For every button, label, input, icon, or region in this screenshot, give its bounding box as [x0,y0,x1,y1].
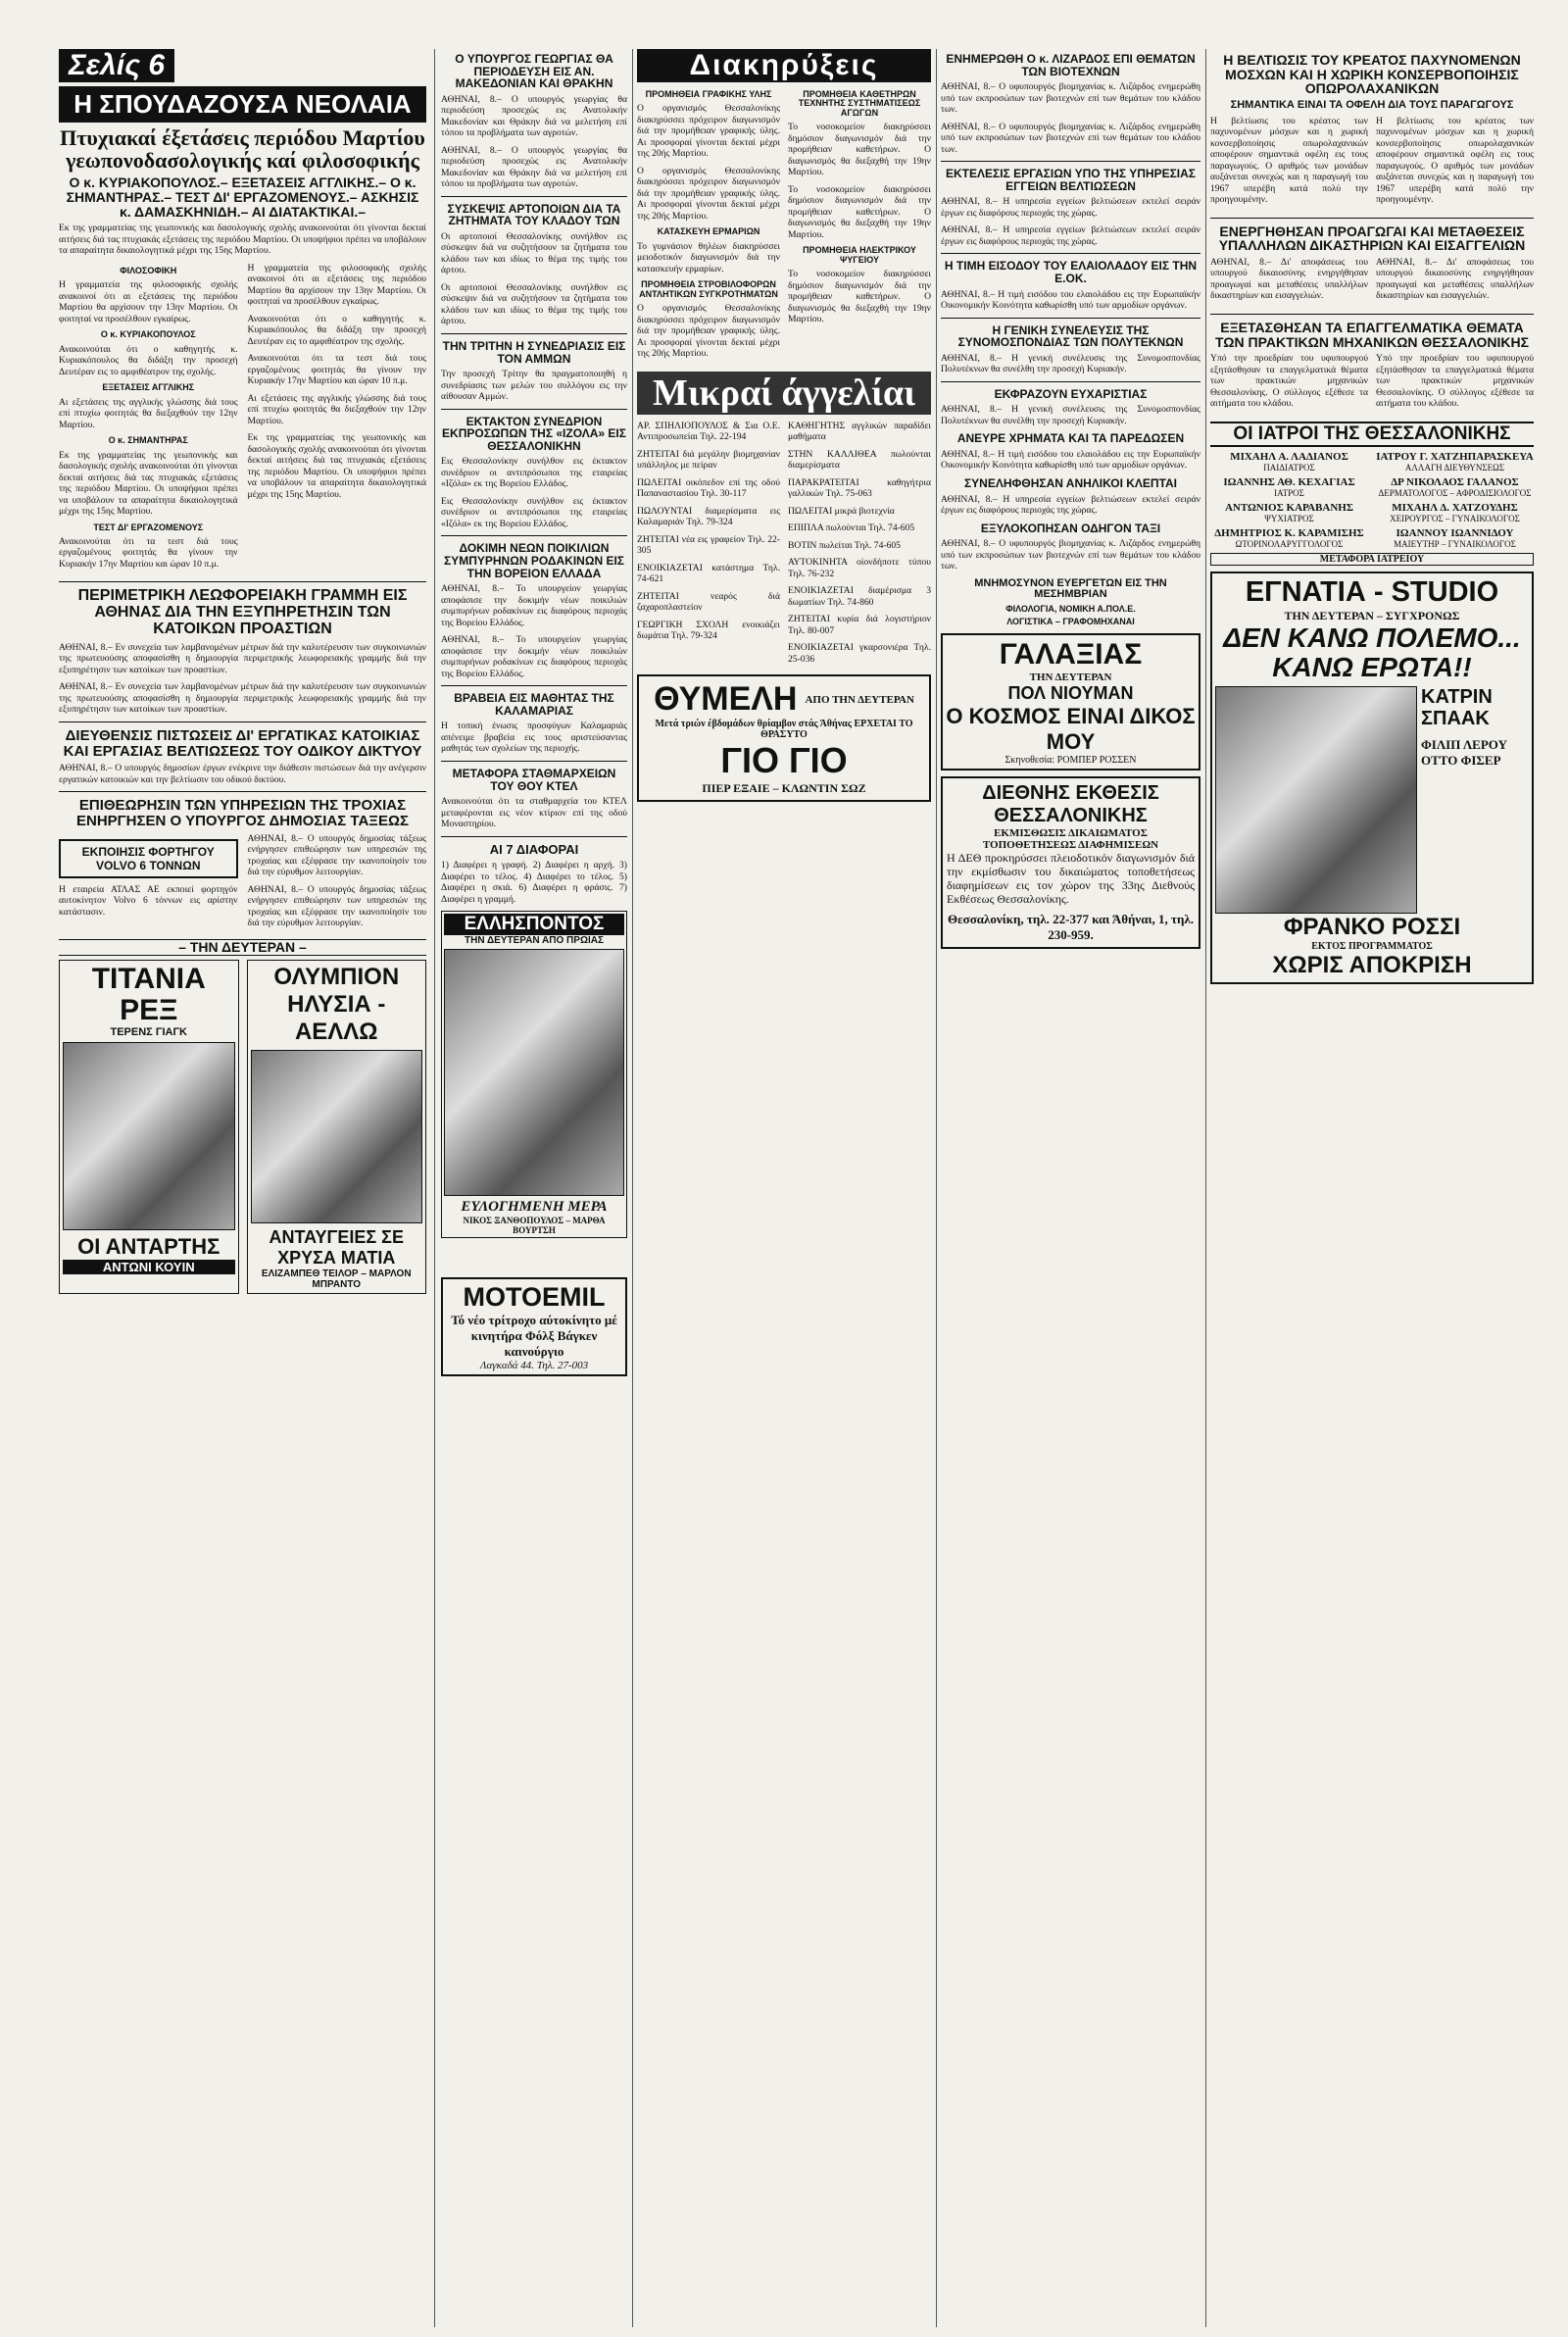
thanks-body: ΑΘΗΝΑΙ, 8.– Η γενική συνέλευσις της Συνομοσπονδίας Πολυτέκνων θα συνέλθη την προσεχή Κυριακήν. [941,404,1200,426]
classified-ad: ΕΝΟΙΚΙΑΖΕΤΑΙ κατάστημα Τηλ. 74-621 [637,562,780,585]
doctor-listing [1376,451,1534,472]
diak4-body: Ο οργανισμός Θεσσαλονίκης διακηρύσσει πρόχειρον διαγωνισμόν διά την προμήθειαν γραφικής ύλης. Αι προσφοραί γίνονται δεκταί μέχρι της 20ής Μαρτίου. [637,303,780,360]
page-label: Σελίς 6 [59,49,174,82]
bakers-body-cont: Οι αρτοποιοί Θεσσαλονίκης συνήλθον εις σύσκεψιν διά να συζητήσουν τα ζητήματα του κλάδου των και ιδίως το θέμα της τιμής του άρτου. [441,281,627,327]
cinema2-photo [251,1050,423,1223]
doctor-listing [1376,527,1534,549]
metro-body-cont: ΑΘΗΝΑΙ, 8.– Εν συνεχεία των λαμβανομένων μέτρων διά την καλυτέρευσιν των συγκοινωνιών της πρωτευούσης αποφασίσθη η δημιουργία περιμετρικής λεωφορειακής γραμμής διά την εξυπηρέτησιν των κατοίκων των προαστίων. [59,681,426,716]
classified-ad: ΚΑΘΗΓΗΤΗΣ αγγλικών παραδίδει μαθήματα [788,420,931,443]
diak2-body: Το νοσοκομείον διακηρύσσει δημόσιον διαγωνισμόν διά την προμήθειαν καθετήρων. Ο διαγωνισμός θα διεξαχθή την 19ην Μαρτίου. [788,122,931,178]
thanks-headline: ΕΚΦΡΑΖΟΥΝ ΕΥΧΑΡΙΣΤΙΑΣ [994,386,1148,401]
ktel-headline: ΜΕΤΑΦΟΡΑ ΣΤΑΘΜΑΡΧΕΙΩΝ ΤΟΥ ΘΟΥ ΚΤΕΛ [452,766,616,793]
cinema2-ad [247,960,427,1294]
doctor-specialty: ΔΕΡΜΑΤΟΛΟΓΟΣ – ΑΦΡΟΔΙΣΙΟΛΟΓΟΣ [1378,487,1532,498]
test-heading: ΤΕΣΤ ΔΙ' ΕΡΓΑΖΟΜΕΝΟΥΣ [93,522,204,532]
doctors-grid [1210,451,1534,549]
judges-body: ΑΘΗΝΑΙ, 8.– Δι' αποφάσεως του υπουργού δικαιοσύνης ενηργήθησαν προαγωγαί και μεταθέσεις υπαλλήλων δικαστηρίων και εισαγγελιών. [1210,256,1368,302]
galaxias-sub: ΤΗΝ ΔΕΥΤΕΡΑΝ [1029,671,1112,683]
sim-heading: Ο κ. ΣΗΜΑΝΤΗΡΑΣ [108,435,188,446]
motoemil-name: ΜΟΤΟΕΜΙL [463,1282,606,1313]
driver-body: ΑΘΗΝΑΙ, 8.– Ο υφυπουργός βιομηχανίας κ. Λιζάρδος ενημερώθη υπό των εκπροσώπων των βιοτεχνών επί των θεμάτων του κλάδου των. [941,538,1200,572]
egnatia-star2: ΦΙΛΙΠ ΛΕΡΟΥ [1421,736,1507,752]
kyr-body: Ανακοινούται ότι ο καθηγητής κ. Κυριακόπουλος θα διδάξη την προσεχή Δευτέραν εις το αμφιθέατρον της σχολής. [59,343,238,377]
diak5-body: Το νοσοκομείον διακηρύσσει δημόσιον διαγωνισμόν διά την προμήθειαν καθετήρων. Ο διαγωνισμός θα διεξαχθή την 19ην Μαρτίου. [788,269,931,325]
test-body-cont: Ανακοινούται ότι τα τεστ διά τους εργαζομένους φοιτητάς θα γίνουν την Κυριακήν 17ην Μαρτίου και ώραν 10 π.μ. [247,353,426,387]
meat-headline: Η ΒΕΛΤΙΩΣΙΣ ΤΟΥ ΚΡΕΑΤΟΣ ΠΑΧΥΝΟΜΕΝΩΝ ΜΟΣΧΩΝ ΚΑΙ Η ΧΩΡΙΚΗ ΚΟΝΣΕΡΒΟΠΟΙΗΣΙΣ ΟΠΩΡΟΛΑΧΑΝΙΚΩΝ [1223,52,1521,97]
section-banner-student: Η ΣΠΟΥΔΑΖΟΥΣΑ ΝΕΟΛΑΙΑ [59,86,426,123]
diak5-head: ΠΡΟΜΗΘΕΙΑ ΗΛΕΚΤΡΙΚΟΥ ΨΥΓΕΙΟΥ [803,245,916,265]
cinema1-photo [63,1042,235,1230]
awards-headline: ΒΡΑΒΕΙΑ ΕΙΣ ΜΑΘΗΤΑΣ ΤΗΣ ΚΑΛΑΜΑΡΙΑΣ [454,691,614,718]
eng-body-cont: Αι εξετάσεις της αγγλικής γλώσσης διά τους επί πτυχίω φοιτητάς θα διεξαχθούν την 12ην Μαρτίου. [247,392,426,426]
ammon-headline: ΤΗΝ ΤΡΙΤΗΝ Η ΣΥΝΕΔΡΙΑΣΙΣ ΕΙΣ ΤΟΝ ΑΜΜΩΝ [442,338,626,366]
georgia-headline: Ο ΥΠΟΥΡΓΟΣ ΓΕΩΡΓΙΑΣ ΘΑ ΠΕΡΙΟΔΕΥΣΗ ΕΙΣ ΑΝ. ΜΑΚΕΔΟΝΙΑΝ ΚΑΙ ΘΡΑΚΗΝ [455,52,613,91]
classified-ad: ΕΝΟΙΚΙΑΖΕΤΑΙ γκαρσονιέρα Τηλ. 25-036 [788,642,931,665]
olive-body: ΑΘΗΝΑΙ, 8.– Η τιμή εισόδου του ελαιολάδου εις την Ευρωπαϊκήν Οικονομικήν Κοινότητα καθωρίσθη υπό των αρμοδίων οργάνων. [941,288,1200,312]
rail-body: ΑΘΗΝΑΙ, 8.– Ο υπουργός δημοσίας τάξεως ενήργησεν επιθεώρησιν των υπηρεσιών της τροχαίας και εξέφρασε την ικανοποίησίν του διά την εύρυθμον λειτουργίαν. [247,832,426,878]
student-subheads: Ο κ. ΚΥΡΙΑΚΟΠΟΥΛΟΣ.– ΕΞΕΤΑΣΕΙΣ ΑΓΓΛΙΚΗΣ.– Ο κ. ΣΗΜΑΝΤΗΡΑΣ.– ΤΕΣΤ ΔΙ' ΕΡΓΑΖΟΜΕΝΟΥΣ.– ΑΣΚΗΣΙΣ κ. ΔΑΜΑΣΚΗΝΙΔΗ.– ΑΙ ΔΙΑΤΑΚΤΙΚΑΙ.– [66,174,419,220]
awards-body: Η τοπική ένωσις προσφύγων Καλαμαριάς απένειμε βραβεία εις τους αριστεύσαντας μαθητάς των σχολείων της περιοχής. [441,721,627,755]
test-body: Ανακοινούται ότι τα τεστ διά τους εργαζομένους φοιτητάς θα γίνουν την Κυριακήν 17ην Μαρτίου και ώραν 10 π.μ. [59,535,238,570]
doctor-listing [1376,502,1534,523]
works-body: ΑΘΗΝΑΙ, 8.– Η υπηρεσία εγγείων βελτιώσεων εκτελεί σειράν έργων εις διαφόρους περιοχάς της χώρας. [941,196,1200,219]
money-body: ΑΘΗΝΑΙ, 8.– Η τιμή εισόδου του ελαιολάδου εις την Ευρωπαϊκήν Οικονομικήν Κοινότητα καθωρίσθη υπό των αρμοδίων οργάνων. [941,448,1200,472]
classified-ad: ΒΟΤΙΝ πωλείται Τηλ. 74-605 [788,539,901,551]
column-1 [59,49,426,1294]
galaxias-ad [941,633,1200,771]
volvo-box: ΕΚΠΟΙΗΣΙΣ ΦΟΡΤΗΓΟΥ VOLVO 6 ΤΟΝΝΩΝ [59,839,238,878]
classified-ad: ΠΩΛΕΙΤΑΙ μικρά βιοτεχνία [788,505,895,517]
doctor-listing [1210,451,1368,472]
galaxias-dir: Σκηνοθεσία: ΡΟΜΠΕΡ ΡΟΣΣΕΝ [1004,754,1137,766]
meat-subhead: ΣΗΜΑΝΤΙΚΑ ΕΙΝΑΙ ΤΑ ΟΦΕΛΗ ΔΙΑ ΤΟΥΣ ΠΑΡΑΓΩΓΟΥΣ [1230,99,1514,112]
mikrai-banner: Μικραί άγγελίαι [637,372,931,415]
diak2-body-cont: Το νοσοκομείον διακηρύσσει δημόσιον διαγωνισμόν διά την προμήθειαν καθετήρων. Ο διαγωνισμός θα διεξαχθή την 19ην Μαρτίου. [788,183,931,240]
phil-body-cont: Η γραμματεία της φιλοσοφικής σχολής ανακοινοί ότι αι εξετάσεις της περιόδου Μαρτίου θα αρχίσουν την 13ην Μαρτίου. Οι φοιτηταί να προσέλθουν εγκαίρως. [247,262,426,308]
egnatia-sub: ΤΗΝ ΔΕΥΤΕΡΑΝ – ΣΥΓΧΡΟΝΩΣ [1284,608,1460,622]
doctor-specialty: ΨΥΧΙΑΤΡΟΣ [1264,513,1314,523]
egnatia-extra: ΕΚΤΟΣ ΠΡΟΓΡΑΜΜΑΤΟΣ [1311,940,1433,952]
student-body-cont: Εκ της γραμματείας της γεωπονικής και δασολογικής σχολής ανακοινούται ότι γίνονται δεκταί αιτήσεις διά τας πτυχιακάς εξετάσεις της περιόδου Μαρτίου. Οι υποψήφιοι πρέπει να υποβάλουν τα απαραίτητα δικαιολογητικά μέχρι της 15ης Μαρτίου. [247,432,426,500]
kyr-body-cont: Ανακοινούται ότι ο καθηγητής κ. Κυριακόπουλος θα διδάξη την προσεχή Δευτέραν εις το αμφιθέατρον της σχολής. [247,313,426,347]
ellispontos-ad [441,911,627,1238]
ellispontos-photo [444,949,624,1196]
thymeli-name: ΘΥΜΕΛΗ [654,680,798,719]
cinema1-cast: ΑΝΤΩΝΙ ΚΟΥΙΝ [63,1260,235,1274]
meat-body: Η βελτίωσις του κρέατος των παχυνομένων μόσχων και η χωρική κονσερβοποίησις οπωρολαχανικών αποφέρουν σημαντικά οφέλη εις τους παραγωγούς. Ο αριθμός των μονάδων αυξάνεται συνεχώς και η παραγωγή του 1967 υπερέβη κατά πολύ την προηγουμένην. [1210,115,1368,206]
egnatia-bottom: ΦΡΑΝΚΟ ΡΟΣΣΙ [1283,913,1461,940]
egnatia-photo [1215,686,1417,914]
egnatia-noage: ΧΩΡΙΣ ΑΠΟΚΡΙΣΗ [1272,951,1472,978]
diak2-head: ΠΡΟΜΗΘΕΙΑ ΚΑΘΕΤΗΡΩΝ ΤΕΧΝΗΤΗΣ ΣΥΣΤΗΜΑΤΙΣΕΩΣ ΑΓΩΓΩΝ [798,89,921,118]
egnatia-name: ΕΓΝΑΤΙΑ - STUDIO [1245,575,1499,608]
doctor-name: ΜΙΧΑΗΛ Δ. ΧΑΤΖΟΥΔΗΣ [1392,501,1518,514]
egnatia-star3: ΟΤΤΟ ΦΙΣΕΡ [1421,752,1501,768]
izola-headline: ΕΚΤΑΚΤΟΝ ΣΥΝΕΔΡΙΟΝ ΕΚΠΡΟΣΩΠΩΝ ΤΗΣ «ΙΖΟΛΑ» ΕΙΣ ΘΕΣΣΑΛΟΝΙΚΗΝ [442,414,626,453]
classifieds-list [637,421,931,666]
cinema1-name: ΤΙΤΑΝΙΑ ΡΕΞ [91,962,206,1026]
diafora-body: 1) Διαφέρει η γραφή. 2) Διαφέρει η αρχή. 3) Διαφέρει το τέλος. 4) Διαφέρει το τέλος. 5) Διαφέρει η σκιά. 6) Διαφέρει η φράσις. 7) Διαφέρει η γραμμή. [441,860,627,905]
lizardos-body-cont: ΑΘΗΝΑΙ, 8.– Ο υφυπουργός βιομηχανίας κ. Λιζάρδος ενημερώθη υπό των εκπροσώπων των βιοτεχνών επί των θεμάτων του κλάδου των. [941,121,1200,155]
expo-body: Η ΔΕΘ προκηρύσσει πλειοδοτικόν διαγωνισμόν διά την εκμίσθωσιν του δικαιώματος τοποθετήσεως διαφημίσεων εις τον χώρον της 33ης Διεθνούς Εκθέσεως Θεσσαλονίκης. [947,850,1195,906]
galaxias-film: Ο ΚΟΣΜΟΣ ΕΙΝΑΙ ΔΙΚΟΣ ΜΟΥ [946,703,1196,754]
logistika-line: ΛΟΓΙΣΤΙΚΑ – ΓΡΑΦΟΜΗΧΑΝΑΙ [1006,617,1135,627]
motoemil-text: Τό νέο τρίτροχο αύτοκίνητο μέ κινητήρα Φόλξ Βάγκεν καινούργιο [451,1313,617,1360]
diak3-head: ΚΑΤΑΣΚΕΥΗ ΕΡΜΑΡΙΩΝ [657,226,760,237]
meat-body-cont: Η βελτίωσις του κρέατος των παχυνομένων μόσχων και η χωρική κονσερβοποίησις οπωρολαχανικών αποφέρουν σημαντικά οφέλη εις τους παραγωγούς. Ο αριθμός των μονάδων αυξάνεται συνεχώς και η παραγωγή του 1967 υπερέβη κατά πολύ την προηγουμένην. [1376,115,1534,206]
thymeli-line: Μετά τριών έβδομάδων θρίαμβον στάς Άθήνας ΕΡΧΕΤΑΙ ΤΟ ΘΡΑΣΥΤΟ [655,719,913,741]
credit-headline: ΔΙΕΥΘΕΝΣΙΣ ΠΙΣΤΩΣΕΙΣ ΔΙ' ΕΡΓΑΤΙΚΑΣ ΚΑΤΟΙΚΙΑΣ ΚΑΙ ΕΡΓΑΣΙΑΣ ΒΕΛΤΙΩΣΕΩΣ ΤΟΥ ΟΔΙΚΟΥ ΔΙΚΤΥΟΥ [63,726,422,760]
izola-body: Εις Θεσσαλονίκην συνήλθον εις έκτακτον συνέδριον οι αντιπρόσωποι της εταιρείας «Ιζόλα» εκ της Βορείου Ελλάδος. [441,456,627,490]
expo-title: ΔΙΕΘΝΗΣ ΕΚΘΕΣΙΣ ΘΕΣΣΑΛΟΝΙΚΗΣ [982,781,1159,826]
classified-ad: ΑΥΤΟΚΙΝΗΤΑ οίονδήποτε τύπου Τηλ. 76-232 [788,557,931,579]
olive-headline: Η ΤΙΜΗ ΕΙΣΟΔΟΥ ΤΟΥ ΕΛΑΙΟΛΑΔΟΥ ΕΙΣ ΤΗΝ Ε.ΟΚ. [944,259,1198,285]
rail-headline: ΕΠΙΘΕΩΡΗΣΙΝ ΤΩΝ ΥΠΗΡΕΣΙΩΝ ΤΗΣ ΤΡΟΧΙΑΣ ΕΝΗΡΓΗΣΕΝ Ο ΥΠΟΥΡΓΟΣ ΔΗΜΟΣΙΑΣ ΤΑΞΕΩΣ [75,797,409,830]
ktel-body: Ανακοινούται ότι τα σταθμαρχεία του ΚΤΕΛ μεταφέρονται εις νέον κτίριον επί της οδού Μοναστηρίου. [441,796,627,830]
thymeli-cast: ΠΙΕΡ ΕΞΑΙΕ – ΚΛΩΝΤΙΝ ΣΩΖ [702,781,866,796]
classified-ad: ΑΡ. ΣΠΗΛΙΟΠΟΥΛΟΣ & Σια Ο.Ε. Αντιπροσωπείαι Τηλ. 22-194 [637,420,780,443]
georgia-body: ΑΘΗΝΑΙ, 8.– Ο υπουργός γεωργίας θα περιοδεύση προσεχώς εις Ανατολικήν Μακεδονίαν και Θράκην διά να μελετήση επί τόπου τα προβλήματα των αγροτών. [441,93,627,139]
works-headline: ΕΚΤΕΛΕΣΙΣ ΕΡΓΑΣΙΩΝ ΥΠΟ ΤΗΣ ΥΠΗΡΕΣΙΑΣ ΕΓΓΕΙΩΝ ΒΕΛΤΙΩΣΕΩΝ [946,167,1196,193]
filologia-line: ΦΙΛΟΛΟΓΙΑ, ΝΟΜΙΚΗ Α.ΠΟΛ.Ε. [1005,603,1136,614]
doctor-specialty: ΑΛΛΑΓΗ ΔΙΕΥΘΥΝΣΕΩΣ [1404,462,1505,472]
doctors-banner: ΟΙ ΙΑΤΡΟΙ ΤΗΣ ΘΕΣΣΑΛΟΝΙΚΗΣ [1210,422,1534,447]
classified-ad: ΕΠΙΠΛΑ πωλούνται Τηλ. 74-605 [788,522,915,534]
student-body-repeat: Εκ της γραμματείας της γεωπονικής και δασολογικής σχολής ανακοινούται ότι γίνονται δεκταί αιτήσεις διά τας πτυχιακάς εξετάσεις της περιόδου Μαρτίου. Οι υποψήφιοι πρέπει να υποβάλουν τα απαραίτητα δικαιολογητικά μέχρι της 15ης Μαρτίου. [59,449,238,517]
egnatia-title: ΔΕΝ ΚΑΝΩ ΠΟΛΕΜΟ... ΚΑΝΩ ΕΡΩΤΑ!! [1223,622,1521,682]
classified-ad: ΠΩΛΕΙΤΑΙ οικόπεδον επί της οδού Παπαναστασίου Τηλ. 30-117 [637,476,780,500]
expo-contact: Θεσσαλονίκη, τηλ. 22-377 και Άθήναι, 1, τηλ. 230-959. [947,911,1195,942]
metro-headline: ΠΕΡΙΜΕΤΡΙΚΗ ΛΕΩΦΟΡΕΙΑΚΗ ΓΡΑΜΜΗ ΕΙΣ ΑΘΗΝΑΣ ΔΙΑ ΤΗΝ ΕΞΥΠΗΡΕΤΗΣΙΝ ΤΩΝ ΚΑΤΟΙΚΩΝ ΠΡΟΑΣΤΙΩΝ [77,587,408,638]
seeds-body: ΑΘΗΝΑΙ, 8.– Το υπουργείον γεωργίας αποφάσισε την δοκιμήν νέων ποικιλιών συμπυρήνων ροδακίνων εις διαφόρους περιοχάς της Βορείου Ελλάδος. [441,583,627,628]
mnimos-headline: ΜΝΗΜΟΣΥΝΟΝ ΕΥΕΡΓΕΤΩΝ ΕΙΣ ΤΗΝ ΜΕΣΗΜΒΡΙΑΝ [974,576,1167,601]
doctor-listing [1376,476,1534,498]
lizardos-body: ΑΘΗΝΑΙ, 8.– Ο υφυπουργός βιομηχανίας κ. Λιζάρδος ενημερώθη υπό των εκπροσώπων των βιοτεχνών επί των θεμάτων του κλάδου των. [941,81,1200,116]
metro-body: ΑΘΗΝΑΙ, 8.– Εν συνεχεία των λαμβανομένων μέτρων διά την καλυτέρευσιν των συγκοινωνιών της πρωτευούσης αποφασίσθη η δημιουργία περιμετρικής λεωφορειακής γραμμής διά την εξυπηρέτησιν των κατοίκων των προαστίων. [59,641,426,675]
classified-ad: ΖΗΤΕΙΤΑΙ κυρία διά λογιστήριον Τηλ. 80-007 [788,614,931,636]
cinema2-cast: ΕΛΙΖΑΜΠΕΘ ΤΕΙΛΟΡ – ΜΑΡΛΟΝ ΜΠΡΑΝΤΟ [261,1268,412,1290]
ammon-body: Την προσεχή Τρίτην θα πραγματοποιηθή η συνεδρίασις των μελών του συλλόγου εις την αίθουσαν Αμμών. [441,369,627,403]
georgia-body-cont: ΑΘΗΝΑΙ, 8.– Ο υπουργός γεωργίας θα περιοδεύση προσεχώς εις Ανατολικήν Μακεδονίαν και Θράκην διά να μελετήση επί τόπου τα προβλήματα των αγροτών. [441,144,627,190]
doctor-name: ΙΩΑΝΝΗΣ ΑΘ. ΚΕΧΑΓΙΑΣ [1223,475,1355,488]
thymeli-sub: ΑΠΟ ΤΗΝ ΔΕΥΤΕΡΑΝ [805,693,914,706]
cinema2-film: ΑΝΤΑΥΓΕΙΕΣ ΣΕ ΧΡΥΣΑ ΜΑΤΙΑ [269,1226,404,1268]
bakers-body: Οι αρτοποιοί Θεσσαλονίκης συνήλθον εις σύσκεψιν διά να συζητήσουν τα ζητήματα του κλάδου των και ιδίως το θέμα της τιμής του άρτου. [441,230,627,276]
cinema-strip: – ΤΗΝ ΔΕΥΤΕΡΑΝ – [59,939,426,956]
egnatia-ad [1210,572,1534,984]
thymeli-play: ΓΙΟ ΓΙΟ [720,740,848,781]
doctor-specialty: ΩΤΟΡΙΝΟΛΑΡΥΓΓΟΛΟΓΟΣ [1235,538,1344,549]
doctor-name: ΔΗΜΗΤΡΙΟΣ Κ. ΚΑΡΑΜΙΣΗΣ [1214,526,1364,539]
seeds-body-cont: ΑΘΗΝΑΙ, 8.– Το υπουργείον γεωργίας αποφάσισε την δοκιμήν νέων ποικιλιών συμπυρήνων ροδακίνων εις διαφόρους περιοχάς της Βορείου Ελλάδος. [441,634,627,679]
mech-body-cont: Υπό την προεδρίαν του υφυπουργού εξητάσθησαν τα επαγγελματικά θέματα των πρακτικών μηχανικών Θεσσαλονίκης. Ο σύλλογος εξέθεσε τα αιτήματα του κλάδου. [1376,353,1534,410]
doctor-name: ΑΝΤΩΝΙΟΣ ΚΑΡΑΒΑΝΗΣ [1224,501,1354,514]
doctor-specialty: ΠΑΙΔΙΑΤΡΟΣ [1263,462,1315,472]
phil-body: Η γραμματεία της φιλοσοφικής σχολής ανακοινοί ότι αι εξετάσεις της περιόδου Μαρτίου θα αρχίσουν την 13ην Μαρτίου. Οι φοιτηταί να προσέλθουν εγκαίρως. [59,279,238,324]
transfer-box: ΜΕΤΑΦΟΡΑ ΙΑΤΡΕΙΟΥ [1210,553,1534,566]
motoemil-address: Λαγκαδά 44. Τηλ. 27-003 [479,1360,589,1372]
cinema1-star: ΤΕΡΕΝΣ ΓΙΑΓΚ [110,1025,187,1038]
mech-body: Υπό την προεδρίαν του υφυπουργού εξητάσθησαν τα επαγγελματικά θέματα των πρακτικών μηχανικών Θεσσαλονίκης. Ο σύλλογος εξέθεσε τα αιτήματα του κλάδου. [1210,353,1368,410]
poly-headline: Η ΓΕΝΙΚΗ ΣΥΝΕΛΕΥΣΙΣ ΤΗΣ ΣΥΝΟΜΟΣΠΟΝΔΙΑΣ ΤΩΝ ΠΟΛΥΤΕΚΝΩΝ [957,323,1184,350]
ellispontos-film: ΕΥΛΟΓΗΜΕΝΗ ΜΕΡΑ [461,1199,608,1216]
doctor-specialty: ΙΑΤΡΟΣ [1274,487,1304,498]
diafora-headline: ΑΙ 7 ΔΙΑΦΟΡΑΙ [489,841,579,857]
eng-body: Αι εξετάσεις της αγγλικής γλώσσης διά τους επί πτυχίω φοιτητάς θα διεξαχθούν την 12ην Μαρτίου. [59,396,238,430]
diakiryxeis-banner: Διακηρύξεις [637,49,931,82]
mech-headline: ΕΞΕΤΑΣΘΗΣΑΝ ΤΑ ΕΠΑΓΓΕΛΜΑΤΙΚΑ ΘΕΜΑΤΑ ΤΩΝ ΠΡΑΚΤΙΚΩΝ ΜΗΧΑΝΙΚΩΝ ΘΕΣΣΑΛΟΝΙΚΗΣ [1214,319,1530,350]
diak1-head: ΠΡΟΜΗΘΕΙΑ ΓΡΑΦΙΚΗΣ ΥΛΗΣ [645,89,772,99]
doctor-name: ΔΡ ΝΙΚΟΛΑΟΣ ΓΑΛΑΝΟΣ [1391,475,1519,488]
money-headline: ΑΝΕΥΡΕ ΧΡΗΜΑΤΑ ΚΑΙ ΤΑ ΠΑΡΕΔΩΣΕΝ [956,431,1185,446]
classified-ad: ΖΗΤΕΙΤΑΙ νέα εις γραφείον Τηλ. 22-305 [637,533,780,557]
column-2 [441,49,627,1376]
galaxias-name: ΓΑΛΑΞΙΑΣ [999,637,1143,671]
diak1-body-cont: Ο οργανισμός Θεσσαλονίκης διακηρύσσει πρόχειρον διαγωνισμόν διά την προμήθειαν γραφικής ύλης. Αι προσφοραί γίνονται δεκταί μέχρι της 20ής Μαρτίου. [637,165,780,222]
classified-ad: ΖΗΤΕΙΤΑΙ διά μεγάλην βιομηχανίαν υπάλληλος με πείραν [637,448,780,472]
expo-sub: ΕΚΜΙΣΘΩΣΙΣ ΔΙΚΑΙΩΜΑΤΟΣ ΤΟΠΟΘΕΤΗΣΕΩΣ ΔΙΑΦΗΜΙΣΕΩΝ [982,826,1159,851]
doctor-listing [1210,476,1368,498]
motoemil-ad [441,1277,627,1376]
doctor-specialty: ΧΕΙΡΟΥΡΓΟΣ – ΓΥΝΑΙΚΟΛΟΓΟΣ [1390,513,1520,523]
student-headline: Πτυχιακαί έξετάσεις περιόδου Μαρτίου γεωπονοδασολογικής καί φιλοσοφικής [60,125,425,174]
doctor-name: ΙΩΑΝΝΟΥ ΙΩΑΝΝΙΔΟΥ [1396,526,1514,539]
student-body: Εκ της γραμματείας της γεωπονικής και δασολογικής σχολής ανακοινούται ότι γίνονται δεκταί αιτήσεις διά τας πτυχιακάς εξετάσεις της περιόδου Μαρτίου. Οι υποψήφιοι πρέπει να υποβάλουν τα απαραίτητα δικαιολογητικά μέχρι της 15ης Μαρτίου. [59,223,426,257]
poly-body: ΑΘΗΝΑΙ, 8.– Η γενική συνέλευσις της Συνομοσπονδίας Πολυτέκνων θα συνέλθη την προσεχή Κυριακήν. [941,352,1200,375]
column-3 [637,49,931,802]
works-body-cont: ΑΘΗΝΑΙ, 8.– Η υπηρεσία εγγείων βελτιώσεων εκτελεί σειράν έργων εις διαφόρους περιοχάς της χώρας. [941,224,1200,247]
doctor-listing [1210,502,1368,523]
galaxias-star: ΠΟΛ ΝΙΟΥΜΑΝ [1007,682,1134,703]
lizardos-headline: ΕΝΗΜΕΡΩΘΗ Ο κ. ΛΙΖΑΡΔΟΣ ΕΠΙ ΘΕΜΑΤΩΝ ΤΩΝ ΒΙΟΤΕΧΝΩΝ [946,52,1196,78]
thymeli-ad [637,674,931,802]
classified-ad: ΓΕΩΡΓΙΚΗ ΣΧΟΛΗ ενοικιάζει δωμάτια Τηλ. 79-324 [637,619,780,642]
column-4 [941,49,1200,949]
seeds-headline: ΔΟΚΙΜΗ ΝΕΩΝ ΠΟΙΚΙΛΙΩΝ ΣΥΜΠΥΡΗΝΩΝ ΡΟΔΑΚΙΝΩΝ ΕΙΣ ΤΗΝ ΒΟΡΕΙΟΝ ΕΛΛΑΔΑ [444,541,624,580]
ellispontos-sub: ΤΗΝ ΔΕΥΤΕΡΑΝ ΑΠΟ ΠΡΩΙΑΣ [465,935,604,947]
doctor-name: ΙΑΤΡΟΥ Γ. ΧΑΤΖΗΠΑΡΑΣΚΕΥΑ [1376,450,1534,463]
bakers-headline: ΣΥΣΚΕΨΙΣ ΑΡΤΟΠΟΙΩΝ ΔΙΑ ΤΑ ΖΗΤΗΜΑΤΑ ΤΟΥ ΚΛΑΔΟΥ ΤΩΝ [447,201,621,228]
classified-ad: ΖΗΤΕΙΤΑΙ νεαρός διά ζαχαροπλαστείον [637,590,780,614]
thief-headline: ΣΥΝΕΛΗΦΘΗΣΑΝ ΑΝΗΛΙΚΟΙ ΚΛΕΠΤΑΙ [963,475,1178,490]
kyr-heading: Ο κ. ΚΥΡΙΑΚΟΠΟΥΛΟΣ [100,329,196,340]
izola-body-cont: Εις Θεσσαλονίκην συνήλθον εις έκτακτον συνέδριον οι αντιπρόσωποι της εταιρείας «Ιζόλα» εκ της Βορείου Ελλάδος. [441,495,627,529]
judges-headline: ΕΝΕΡΓΗΘΗΣΑΝ ΠΡΟΑΓΩΓΑΙ ΚΑΙ ΜΕΤΑΘΕΣΕΙΣ ΥΠΑΛΛΗΛΩΝ ΔΙΚΑΣΤΗΡΙΩΝ ΚΑΙ ΕΙΣΑΓΓΕΛΙΩΝ [1218,223,1526,254]
classified-ad: ΣΤΗΝ ΚΑΛΛΙΘΕΑ πωλούνται διαμερίσματα [788,448,931,472]
cinema1-ad [59,960,239,1294]
judges-body-cont: ΑΘΗΝΑΙ, 8.– Δι' αποφάσεως του υπουργού δικαιοσύνης ενηργήθησαν προαγωγαί και μεταθέσεις υπαλλήλων δικαστηρίων και εισαγγελιών. [1376,256,1534,302]
classified-ad: ΕΝΟΙΚΙΑΖΕΤΑΙ διαμέρισμα 3 δωματίων Τηλ. 74-860 [788,585,931,608]
ellispontos-cast: ΝΙΚΟΣ ΞΑΝΘΟΠΟΥΛΟΣ – ΜΑΡΘΑ ΒΟΥΡΤΣΗ [463,1216,606,1236]
driver-headline: ΕΞΥΛΟΚΟΠΗΣΑΝ ΟΔΗΓΟΝ ΤΑΞΙ [980,521,1161,535]
eng-heading: ΕΞΕΤΑΣΕΙΣ ΑΓΓΛΙΚΗΣ [102,382,195,393]
egnatia-star1: ΚΑΤΡΙΝ ΣΠΑΑΚ [1421,685,1493,729]
diak1-body: Ο οργανισμός Θεσσαλονίκης διακηρύσσει πρόχειρον διαγωνισμόν διά την προμήθειαν γραφικής ύλης. Αι προσφοραί γίνονται δεκταί μέχρι της 20ής Μαρτίου. [637,103,780,160]
cinema1-film: ΟΙ ΑΝΤΑΡΤΗΣ [77,1233,220,1259]
doctor-specialty: ΜΑΙΕΥΤΗΡ – ΓΥΝΑΙΚΟΛΟΓΟΣ [1394,538,1516,549]
credit-body: ΑΘΗΝΑΙ, 8.– Ο υπουργός δημοσίων έργων ενέκρινε την διάθεσιν πιστώσεων διά την ανέγερσιν εργατικών κατοικιών και την βελτίωσιν του οδικού δικτύου. [59,763,426,785]
ellispontos-name: ΕΛΛΗΣΠΟΝΤΟΣ [444,914,624,935]
volvo-body: Η εταιρεία ΑΤΛΑΣ ΑΕ εκποιεί φορτηγόν αυτοκίνητον Volvo 6 τόννων εις αρίστην κατάστασιν. [59,883,238,918]
diak3-body: Το γυμνάσιον θηλέων διακηρύσσει μειοδοτικόν διαγωνισμόν διά την κατασκευήν ερμαρίων. [637,240,780,274]
expo-ad [941,776,1200,949]
doctor-listing [1210,527,1368,549]
thief-body: ΑΘΗΝΑΙ, 8.– Η υπηρεσία εγγείων βελτιώσεων εκτελεί σειράν έργων εις διαφόρους περιοχάς της χώρας. [941,493,1200,517]
classified-ad: ΠΑΡΑΚΡΑΤΕΙΤΑΙ καθηγήτρια γαλλικών Τηλ. 75-063 [788,476,931,500]
cinema2-name: ΟΛΥΜΠΙΟΝ ΗΛΥΣΙΑ - ΑΕΛΛΩ [273,963,400,1045]
phil-heading: ΦΙΛΟΣΟΦΙΚΗ [120,265,177,275]
column-5 [1210,49,1534,984]
diak4-head: ΠΡΟΜΗΘΕΙΑ ΣΤΡΟΒΙΛΟΦΟΡΩΝ ΑΝΤΛΗΤΙΚΩΝ ΣΥΓΚΡΟΤΗΜΑΤΩΝ [639,279,778,299]
classified-ad: ΠΩΛΟΥΝΤΑΙ διαμερίσματα εις Καλαμαριάν Τηλ. 79-324 [637,505,780,528]
rail-body-cont: ΑΘΗΝΑΙ, 8.– Ο υπουργός δημοσίας τάξεως ενήργησεν επιθεώρησιν των υπηρεσιών της τροχαίας και εξέφρασε την ικανοποίησίν του διά την εύρυθμον λειτουργίαν. [247,883,426,929]
doctor-name: ΜΙΧΑΗΛ Α. ΛΑΔΙΑΝΟΣ [1230,450,1348,463]
